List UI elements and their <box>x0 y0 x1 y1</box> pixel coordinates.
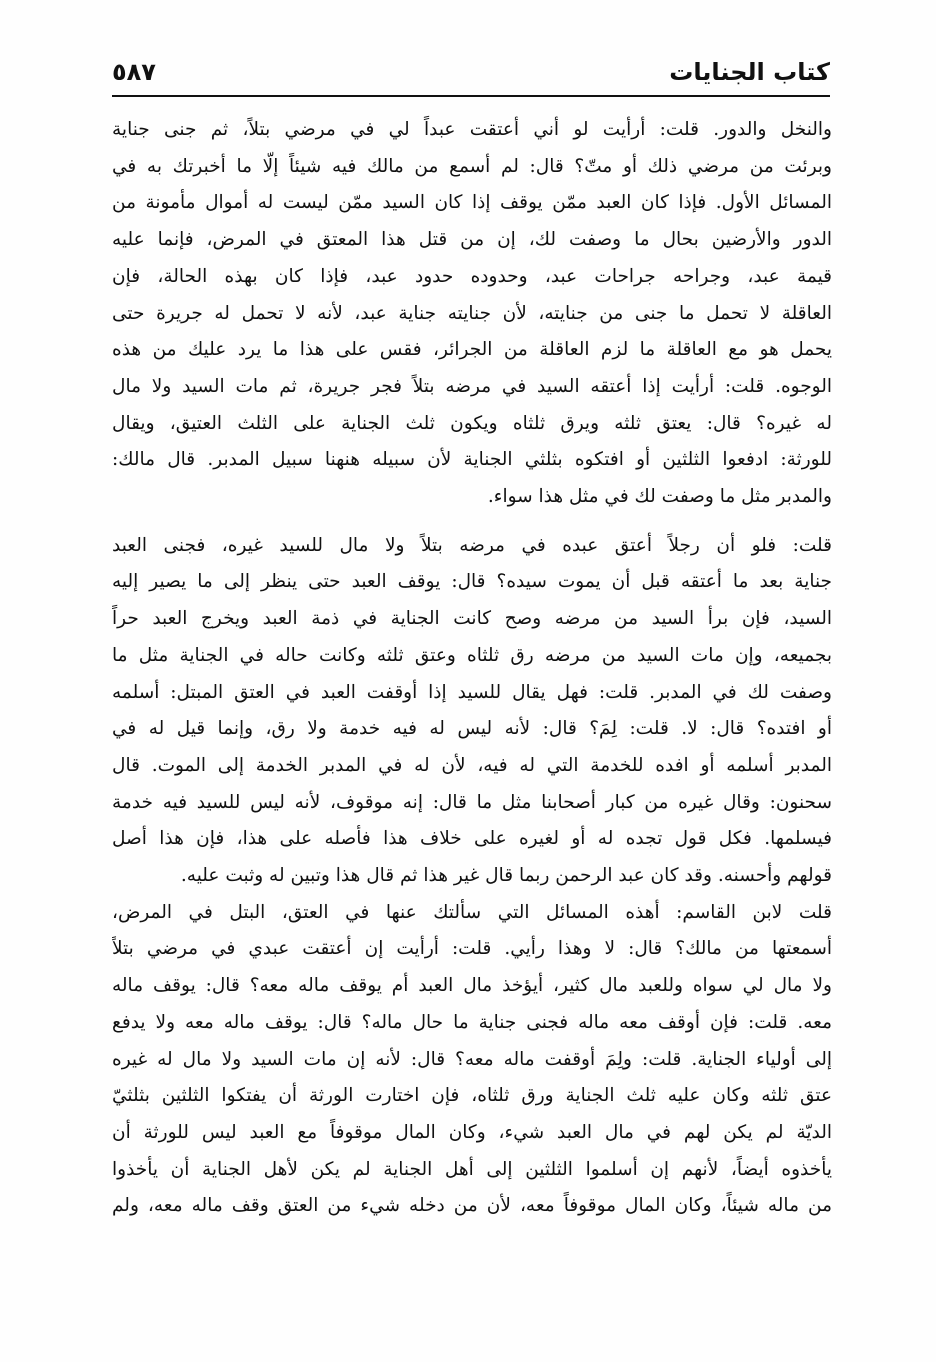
text-line: أسمعتها من مالك؟ قال: لا وهذا رأيي. قلت: أرأيت إن أعتقت عبدي في مرضي بتلاً <box>112 938 832 960</box>
text-line: وصفت لك في المدبر. قلت: فهل يقال للسيد إذا أوقفت العبد في العتق المبتل: أسلمه <box>112 681 832 703</box>
text-line: ولا مال لي سواه وللعبد مال كثير، أيؤخذ مال العبد أم يوقف ماله معه؟ قال: يوقف ماله <box>112 975 832 997</box>
text-line: إلى أولياء الجناية. قلت: ولِمَ أوقفت ماله معه؟ قال: لأنه إن مات السيد ولا مال له غيره <box>112 1048 832 1070</box>
running-title: كتاب الجنايات <box>669 58 830 86</box>
text-line: الدور والأرضين بحال ما وصفت لك، إن من قتل هذا المعتق في المرض، فإنما عليه <box>112 229 832 251</box>
paragraph <box>112 528 832 895</box>
text-line: الوجوه. قلت: أرأيت إذا أعتقه السيد في مرضه بتلاً فجر جريرة، ثم مات السيد ولا مال <box>112 375 832 397</box>
text-line: يحمل هو مع العاقلة ما لزم العاقلة من الجرائر، فقس على هذا ما يرد عليك من هذه <box>112 339 832 361</box>
paragraph <box>112 895 832 1225</box>
text-line: وبرئت من مرضي ذلك أو متّ؟ قال: لم أسمع من مالك فيه شيئاً إلّا ما أخبرتك به في <box>112 155 832 177</box>
text-line: قيمة عبد، وجراحه جراحات عبد، وحدوده حدود عبد، فإذا كان بهذه الحالة، فإن <box>112 265 832 287</box>
text-line: قلت: فلو أن رجلاً أعتق عبده في مرضه بتلاً ولا مال للسيد غيره، فجنى العبد <box>112 534 832 556</box>
text-line: سحنون: وقال غيره من كبار أصحابنا مثل ما قال: إنه موقوف، لأنه ليس للسيد فيه خدمة <box>112 791 832 813</box>
text-line: السيد، فإن برأ السيد من مرضه وصح كانت الجناية في ذمة العبد ويخرج العبد حراً <box>112 608 832 630</box>
header-rule <box>112 95 830 97</box>
text-line: عتق ثلثه وكان عليه ثلث الجناية ورق ثلثاه، فإن اختارت الورثة أن يفتكوا الثلثين بثلثيّ <box>112 1085 832 1107</box>
paragraph <box>112 112 832 516</box>
text-line: فيسلمها. فكل قول تجده له أو لغيره على خلاف هذا فأصله على هذا، فإن هذا أصل <box>112 828 832 850</box>
text-line: بجميعه، وإن مات السيد من مرضه رق ثلثاه وعتق ثلثه وكانت حاله في الجناية مثل ما <box>112 644 832 666</box>
text-line: أو افتده؟ قال: لا. قلت: لِمَ؟ قال: لأنه ليس له فيه خدمة ولا رق، وإنما قيل له في <box>112 718 832 740</box>
text-line: العاقلة لا تحمل ما جنى من جنايته، لأن جنايته جناية عبد، لأنه لا تحمل له جريرة حتى <box>112 302 832 324</box>
text-line: له غيره؟ قال: يعتق ثلثه ويرق ثلثاه ويكون ثلث الجناية على الثلث العتيق، ويقال <box>112 412 832 434</box>
text-line: والمدبر مثل ما وصفت لك في مثل هذا سواء. <box>487 486 832 508</box>
page-header <box>112 58 830 92</box>
text-line: جناية بعد ما أعتقه قبل أن يموت سيده؟ قال: يوقف العبد حتى ينظر إلى ما يصير إليه <box>112 571 832 593</box>
text-line: والنخل والدور. قلت: أرأيت لو أني أعتقت عبداً لي في مرضي بتلاً، ثم جنى جناية <box>112 119 832 140</box>
text-line: المدبر أسلمه أو افده للخدمة التي له فيه، لأن له في المدبر الخدمة إلى الموت. قال <box>112 754 832 776</box>
text-line: الديّة لم يكن لهم في مال العبد شيء، وكان المال موقوفاً مع العبد ليس للورثة أن <box>112 1121 832 1143</box>
text-line: معه. قلت: فإن أوقف معه ماله فجنى جناية ما حال ماله؟ قال: يوقف ماله معه ولا يدفع <box>112 1011 832 1033</box>
page-number: ٥٨٧ <box>112 58 156 86</box>
body-text <box>112 112 832 1225</box>
text-line: للورثة: ادفعوا الثلثين أو افتكوه بثلثي الجناية لأن سبيله هنهنا سبيل المدبر. قال مالك: <box>112 449 832 471</box>
text-line: قولهم وأحسنه. وقد كان عبد الرحمن ربما قال غير هذا ثم قال هذا وتبين له وثبت عليه. <box>180 865 832 887</box>
text-line: المسائل الأول. فإذا كان العبد ممّن يوقف إذا كان السيد ممّن ليست له أموال مأمونة من <box>112 192 832 214</box>
text-line: من ماله شيئاً، وكان المال موقوفاً معه، لأن من دخله شيء من العتق وقف ماله معه، ولم <box>112 1195 832 1217</box>
text-line: يأخذوه أيضاً، لأنهم إن أسلموا الثلثين إلى أهل الجناية لم يكن لأهل الجناية أن يأخذوا <box>112 1158 832 1180</box>
text-line: قلت لابن القاسم: أهذه المسائل التي سألتك عنها في العتق، البتل في المرض، <box>112 901 832 923</box>
